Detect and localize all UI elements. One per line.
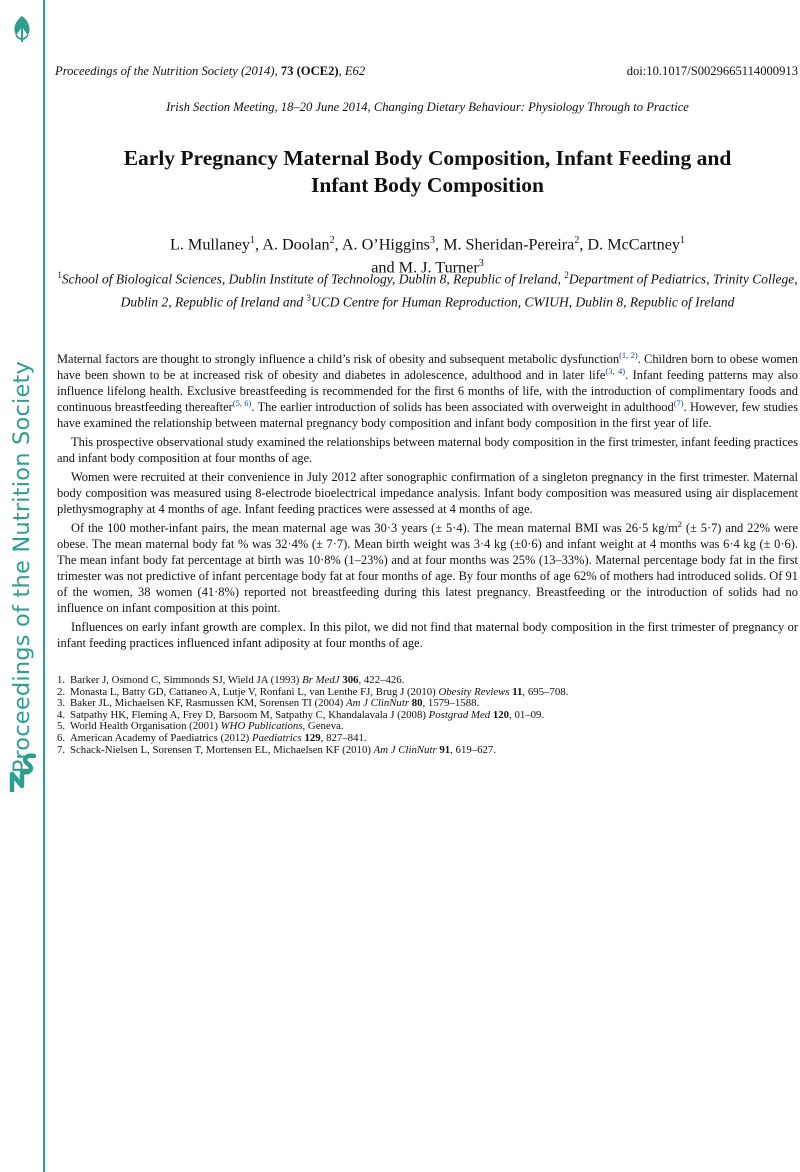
citation-year: (2014), (237, 64, 281, 78)
reference-item: 6. American Academy of Paediatrics (2012) Paediatrics 129, 827–841. (57, 731, 367, 744)
doi: doi:10.1017/S0029665114000913 (626, 64, 798, 78)
paragraph-aim: This prospective observational study examined the relationships between maternal body composition in the first trimester, infant feeding practices and infant body composition at four months of age. (57, 435, 798, 465)
affiliation-mark: 3 (306, 292, 312, 303)
reference-item: 4. Satpathy HK, Fleming A, Frey D, Barsoom M, Satpathy C, Khandalavala J (2008) Postgrad Med 120, 01–09. (57, 708, 545, 721)
affiliation: Department of Pediatrics, Trinity College, Dublin 2, Republic of Ireland and (120, 271, 798, 309)
author-affiliation-mark: 3 (429, 235, 435, 246)
citation-link[interactable]: (5, 6) (232, 397, 252, 408)
affiliations (55, 266, 800, 311)
reference-item: 1. Barker J, Osmond C, Simmonds SJ, Wield JA (1993) Br MedJ 306, 422–426. (57, 674, 405, 686)
reference-list (57, 675, 798, 756)
author: A. Doolan (262, 235, 330, 254)
citation-journal: Proceedings of the Nutrition Society (55, 64, 238, 78)
ns-logo-icon (8, 752, 38, 794)
author: A. O’Higgins (341, 235, 430, 254)
paragraph-conclusion: Influences on early infant growth are complex. In this pilot, we did not find that maternal body composition in the first trimester of pregnancy or infant feeding practices influenced infant adiposity at four months of age. (57, 620, 798, 650)
meeting-line: Irish Section Meeting, 18–20 June 2014, Changing Dietary Behaviour: Physiology Through to Practice (166, 100, 689, 114)
author-affiliation-mark: 1 (680, 235, 686, 246)
author-affiliation-mark: 3 (478, 258, 484, 270)
author-affiliation-mark: 1 (249, 235, 255, 246)
unit-superscript: 2 (677, 518, 682, 529)
affiliation-mark: 2 (564, 270, 569, 280)
citation-link[interactable]: (1, 2) (619, 349, 638, 360)
paper-title (60, 145, 795, 199)
reference-item: 7. Schack-Nielsen L, Sorensen T, Mortensen EL, Michaelsen KF (2010) Am J ClinNutr 91, 619–627. (57, 743, 497, 756)
title-line: Early Pregnancy Maternal Body Composition, Infant Feeding and (123, 146, 732, 170)
affiliation-mark: 1 (57, 270, 62, 280)
citation-volume: 73 (OCE2) (280, 64, 339, 78)
affiliation: School of Biological Sciences, Dublin Institute of Technology, Dublin 8, Republic of Ireland, (61, 271, 565, 287)
author: M. Sheridan-Pereira (443, 235, 575, 254)
author-list: L. Mullaney$^1$, A. Doolan$^2$, A. O’Higgins$^3$, M. Sheridan-Pereira$^2$, D. McCartney$^1$ and M. J. Turner$^3$ (169, 235, 686, 277)
author-affiliation-mark: 2 (574, 235, 580, 246)
citation-link[interactable]: (3, 4) (605, 365, 626, 376)
rail-divider (43, 0, 45, 1172)
citation-page: , E62 (338, 64, 366, 78)
affiliation: UCD Centre for Human Reproduction, CWIUH, Dublin 8, Republic of Ireland (311, 294, 735, 309)
paragraph-introduction: Maternal factors are thought to strongly influence a child’s risk of obesity and subsequent metabolic dysfunction$^{(1, 2)}$. Children born to obese women have been shown to be at increased risk of obesity and diabetes in adolescence, adulthood and in later life$^{(3, 4)}$. Infant feeding patterns may also influence lifelong health. Exclusive breastfeeding is recommended for the first 6 months of life, with the introduction of complimentary foods and continuous breastfeeding thereafter$^{(5, 6)}$. The earlier introduction of solids has been associated with overweight in adulthood$^{(7)}$. However, few studies have examined the relationship between maternal pregnancy body composition and infant body composition in the first year of life. (57, 349, 798, 430)
reference-item: 3. Baker JL, Michaelsen KF, Rasmussen KM, Sorensen TI (2004) Am J ClinNutr 80, 1579–1588. (57, 697, 480, 710)
paragraph-results: Of the 100 mother-infant pairs, the mean maternal age was 30·3 years (± 5·4). The mean maternal BMI was 26·5 $kg/m^2$ (± 5·7) and 22% were obese. The mean maternal body fat % was 32·4% (± 7·7). Mean birth weight was 3·4 kg (±0·6) and infant weight at 4 months was 6·4 kg (± 0·6). The mean infant body fat percentage at birth was 10·8% (1–23%) and at four months was 25% (13–33%). Maternal percentage body fat in the first trimester was not predictive of infant percentage body fat at four months of age. By four months of age 62% of mothers had introduced solids. Of 91 of the women, 38 women (41·8%) reported not breastfeeding during this latest pregnancy. Breastfeeding or the introduction of solids had no influence on infant composition at this point. (57, 518, 798, 615)
reference-item: 2. Monasta L, Batty GD, Cattaneo A, Lutje V, Ronfani L, van Lenthe FJ, Brug J (2010) Obesity Reviews 11, 695–708. (57, 685, 569, 698)
journal-rail (0, 0, 44, 1172)
citation-link[interactable]: (7) (673, 397, 684, 408)
paragraph-methods: Women were recruited at their convenience in July 2012 after sonographic confirmation of a singleton pregnancy in the first trimester. Maternal body composition was measured using 8-electrode bioelectrical impedance analysis. Infant body composition was measured using air displacement plethysmography at 4 months of age. Infant feeding practices were assessed at 4 months of age. (57, 470, 798, 516)
leaf-icon (10, 14, 34, 44)
author: D. McCartney (587, 235, 681, 254)
title-line: Infant Body Composition (311, 173, 544, 197)
running-head (55, 64, 800, 79)
author: L. Mullaney (169, 235, 250, 254)
author: M. J. Turner (398, 258, 479, 277)
author-affiliation-mark: 2 (329, 235, 335, 246)
reference-item: 5. World Health Organisation (2001) WHO Publications, Geneva. (57, 720, 344, 733)
journal-name-vertical: Proceedings of the Nutrition Society (9, 360, 36, 774)
abstract-body (57, 351, 798, 654)
